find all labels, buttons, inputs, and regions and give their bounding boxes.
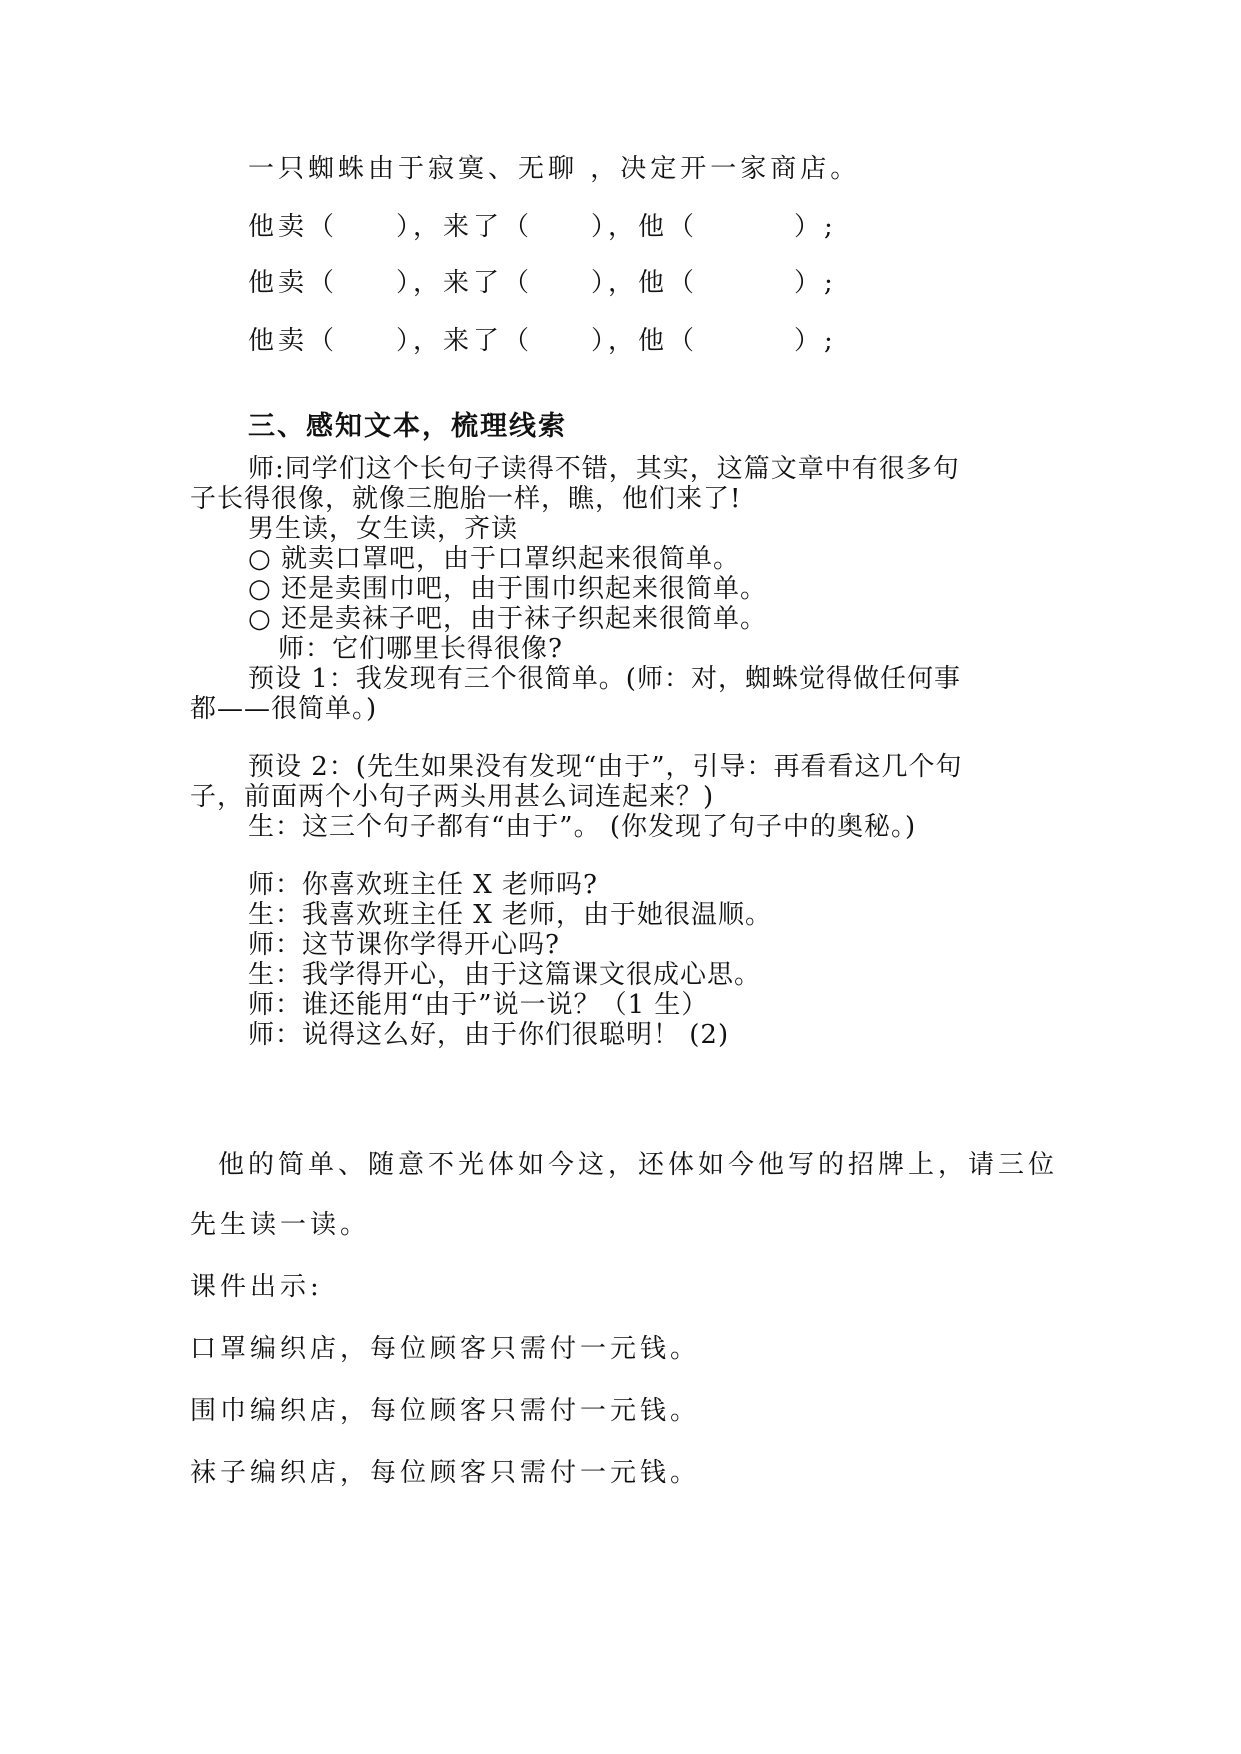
dialogue-line-2: 生：我喜欢班主任 X 老师，由于她很温顺。: [248, 900, 773, 930]
blank-part-3: ），他（: [591, 268, 699, 298]
closing-line-2: 先生读一读。: [190, 1210, 371, 1240]
reading-instruction: 男生读，女生读，齐读: [248, 514, 519, 544]
dialogue-line-6: 师：说得这么好，由于你们很聪明！ (2): [248, 1020, 730, 1050]
example-sentence-2: ○ 还是卖围巾吧，由于围巾织起来很简单。: [248, 574, 767, 604]
shop-sign-2: 围巾编织店，每位顾客只需付一元钱。: [190, 1396, 701, 1426]
dialogue-line-5: 师：谁还能用“由于”说一说？（1 生）: [248, 990, 709, 1020]
blank-part-4: ）;: [794, 212, 837, 242]
blank-part-1: 他卖（: [248, 326, 339, 356]
student-reply: 生：这三个句子都有“由于”。 (你发现了句子中的奥秘。): [248, 812, 917, 842]
dialogue-line-1: 师：你喜欢班主任 X 老师吗?: [248, 870, 598, 900]
blank-part-2: ），来了（: [396, 212, 534, 242]
dialogue-line-3: 师：这节课你学得开心吗?: [248, 930, 560, 960]
blank-part-2: ），来了（: [396, 326, 534, 356]
preset-2-line-1: 预设 2：(先生如果没有发现“由于”，引导：再看看这几个句: [248, 752, 963, 782]
blank-part-4: ）;: [794, 326, 837, 356]
example-sentence-1: ○ 就卖口罩吧，由于口罩织起来很简单。: [248, 544, 740, 574]
closing-line-1: 他的简单、随意不光体如今这，还体如今他写的招牌上，请三位: [218, 1150, 1059, 1180]
blank-line-3: [248, 326, 837, 356]
teacher-paragraph-line-2: 子长得很像，就像三胞胎一样，瞧，他们来了!: [190, 484, 742, 514]
intro-sentence: 一只蜘蛛由于寂寞、无聊 ，决定开一家商店。: [248, 154, 861, 184]
blank-part-3: ），他（: [591, 212, 699, 242]
blank-part-1: 他卖（: [248, 212, 339, 242]
teacher-question: 师：它们哪里长得很像?: [278, 634, 563, 664]
preset-1-line-1: 预设 1：我发现有三个很简单。(师：对，蜘蛛觉得做任何事: [248, 664, 961, 694]
blank-part-1: 他卖（: [248, 268, 339, 298]
dialogue-line-4: 生：我学得开心，由于这篇课文很成心思。: [248, 960, 762, 990]
courseware-label: 课件出示:: [190, 1272, 323, 1302]
preset-2-line-2: 子，前面两个小句子两头用甚么词连起来？): [190, 782, 715, 812]
preset-1-line-2: 都——很简单。): [190, 694, 378, 724]
blank-line-1: [248, 212, 837, 242]
shop-sign-1: 口罩编织店，每位顾客只需付一元钱。: [190, 1334, 701, 1364]
section-heading: 三、感知文本，梳理线索: [248, 411, 567, 442]
example-sentence-3: ○ 还是卖袜子吧，由于袜子织起来很简单。: [248, 604, 767, 634]
shop-sign-3: 袜子编织店，每位顾客只需付一元钱。: [190, 1458, 701, 1488]
blank-part-4: ）;: [794, 268, 837, 298]
blank-part-3: ），他（: [591, 326, 699, 356]
blank-line-2: [248, 268, 837, 298]
teacher-paragraph-line-1: 师:同学们这个长句子读得不错，其实，这篇文章中有很多句: [248, 454, 960, 484]
blank-part-2: ），来了（: [396, 268, 534, 298]
